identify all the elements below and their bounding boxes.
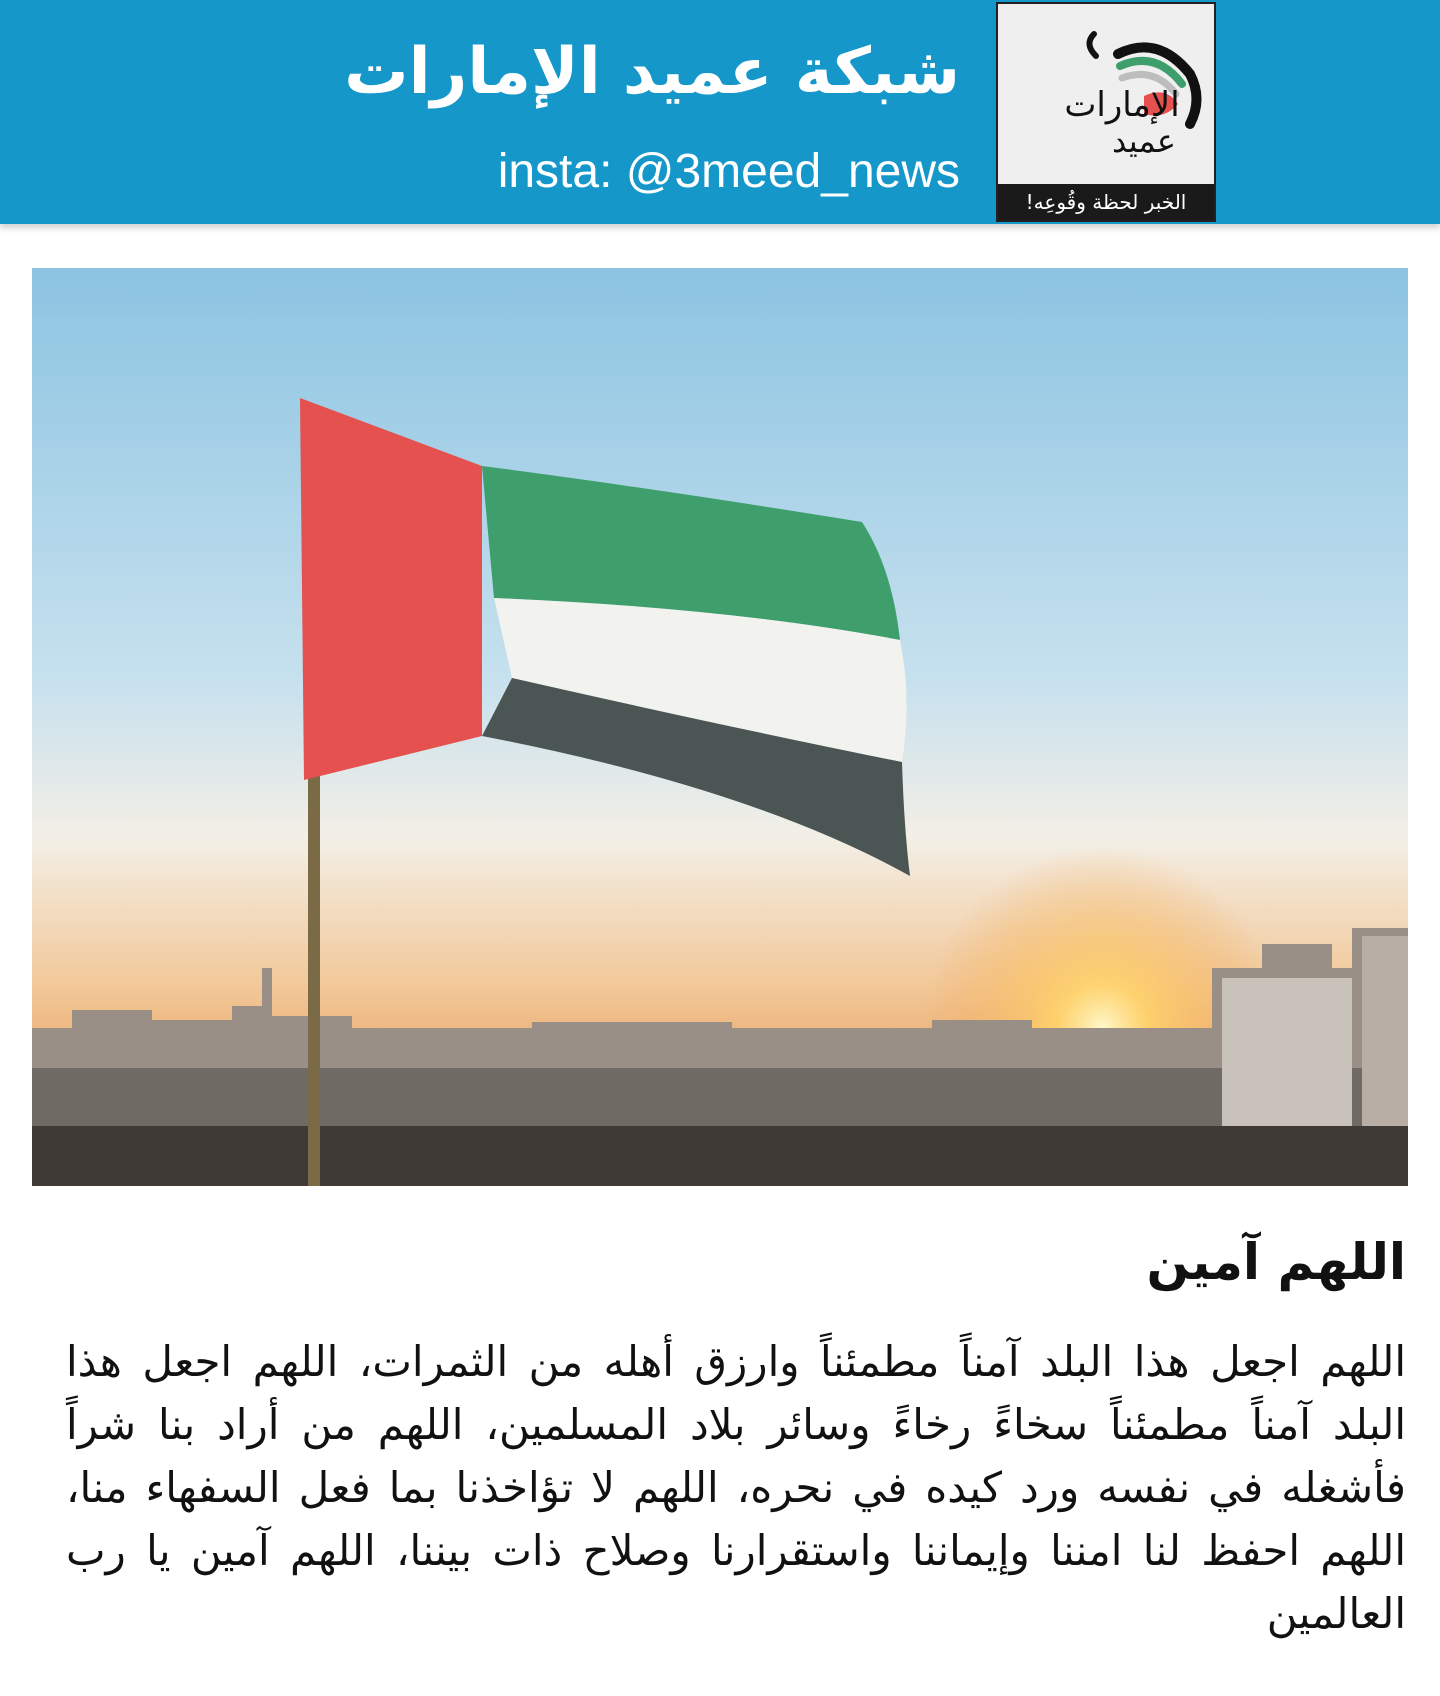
instagram-handle[interactable]: insta: @3meed_news — [497, 145, 960, 198]
app-header — [0, 0, 1440, 224]
uae-flag-sunset-image — [32, 268, 1408, 1186]
post-body: اللهم اجعل هذا البلد آمناً مطمئناً وارزق أهله من الثمرات، اللهم اجعل هذا البلد آمناً مطمئناً سخاءً رخاءً وسائر بلاد المسلمين، اللهم من أراد بنا شراً فأشغله في نفسه ورد كيده في نحره، اللهم لا تؤاخذنا بما فعل السفهاء منا، اللهم احفظ لنا امننا وإيماننا واستقرارنا وصلاح ذات بيننا، اللهم آمين يا رب العالمين — [66, 1337, 1406, 1638]
network-title: شبكة عميد الإمارات — [344, 35, 960, 109]
post-photo — [32, 268, 1408, 1186]
uae-flag-arc-icon — [998, 4, 1214, 184]
logo-line1: الإمارات — [1064, 85, 1180, 125]
logo-tagline: الخبر لحظة وقُوعِه! — [998, 184, 1214, 220]
header-text — [344, 22, 960, 212]
network-logo — [996, 2, 1216, 222]
logo-line2: عميد — [1111, 122, 1177, 160]
post-title: اللهم آمين — [1146, 1233, 1406, 1291]
